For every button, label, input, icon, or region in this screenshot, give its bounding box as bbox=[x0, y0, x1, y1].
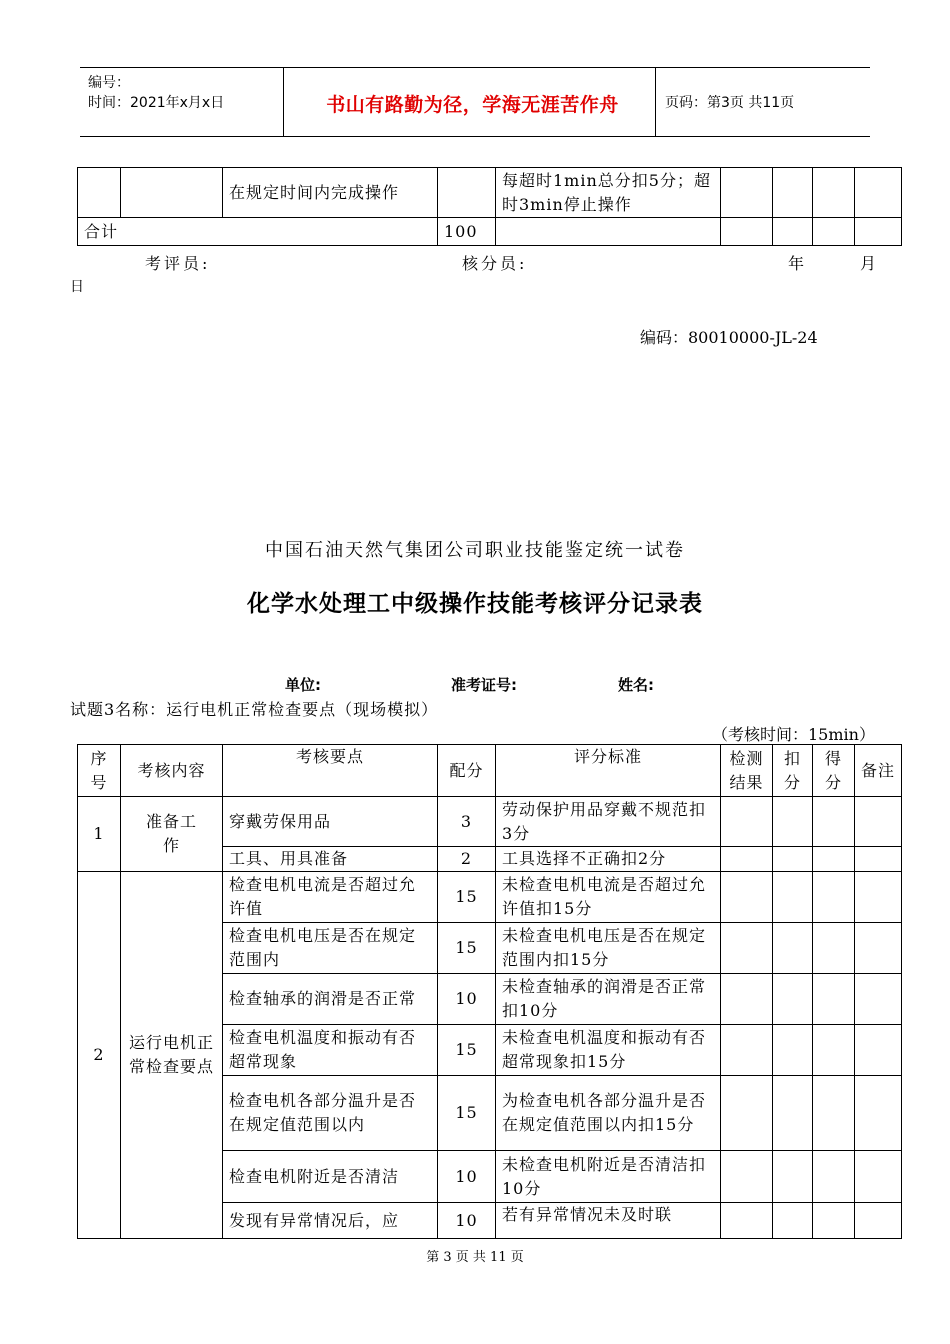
header-note: 备注 bbox=[855, 745, 902, 797]
issuer-heading: 中国石油天然气集团公司职业技能鉴定统一试卷 bbox=[265, 540, 685, 561]
section-content: 准备工作 bbox=[121, 797, 223, 872]
row-point: 检查电机电压是否在规定范围内 bbox=[223, 923, 438, 974]
page-title: 化学水处理工中级操作技能考核评分记录表 bbox=[247, 591, 703, 617]
row-score: 15 bbox=[438, 1076, 496, 1151]
header-deduct: 扣分 bbox=[773, 745, 813, 797]
table-row bbox=[78, 797, 902, 847]
row-point: 发现有异常情况后，应 bbox=[223, 1203, 438, 1239]
page-indicator: 页码：第3页 共11页 bbox=[665, 95, 795, 111]
document-code: 编码：80010000-JL-24 bbox=[640, 328, 818, 347]
time-label: 时间：2021年x月x日 bbox=[88, 95, 225, 111]
row-score: 2 bbox=[438, 847, 496, 872]
header-seq: 序号 bbox=[78, 745, 121, 797]
row-point: 检查电机电流是否超过允许值 bbox=[223, 872, 438, 923]
header-meta bbox=[88, 73, 224, 113]
row-score: 10 bbox=[438, 974, 496, 1025]
row-score: 15 bbox=[438, 872, 496, 923]
question-name: 试题3名称：运行电机正常检查要点（现场模拟） bbox=[70, 700, 439, 719]
row-point: 在规定时间内完成操作 bbox=[223, 168, 438, 218]
section-seq: 2 bbox=[78, 872, 121, 1239]
row-score: 10 bbox=[438, 1151, 496, 1203]
section-content: 运行电机正常检查要点 bbox=[121, 872, 223, 1239]
ticket-label: 准考证号: bbox=[451, 676, 517, 694]
code-label: 编号： bbox=[88, 75, 130, 91]
header-divider bbox=[283, 68, 284, 136]
row-score: 10 bbox=[438, 1203, 496, 1239]
header-got: 得分 bbox=[813, 745, 855, 797]
row-criteria: 工具选择不正确扣2分 bbox=[496, 847, 721, 872]
month-label: 月 bbox=[860, 254, 880, 273]
continued-score-table bbox=[77, 167, 902, 246]
page-footer: 第 3 页 共 11 页 bbox=[426, 1250, 524, 1265]
examiner-label: 考评员: bbox=[145, 254, 211, 273]
total-score: 100 bbox=[438, 218, 496, 246]
header-points: 考核要点 bbox=[223, 745, 438, 797]
row-criteria: 未检查轴承的润滑是否正常扣10分 bbox=[496, 974, 721, 1025]
row-point: 检查电机附近是否清洁 bbox=[223, 1151, 438, 1203]
name-label: 姓名: bbox=[618, 676, 654, 694]
unit-label: 单位: bbox=[285, 676, 321, 694]
row-criteria: 为检查电机各部分温升是否在规定值范围以内扣15分 bbox=[496, 1076, 721, 1151]
row-point: 检查电机各部分温升是否在规定值范围以内 bbox=[223, 1076, 438, 1151]
exam-time: （考核时间：15min） bbox=[712, 725, 875, 744]
row-criteria: 劳动保护用品穿戴不规范扣3分 bbox=[496, 797, 721, 847]
header-divider bbox=[655, 68, 656, 136]
page-header bbox=[80, 67, 870, 137]
score-table bbox=[77, 744, 902, 1239]
row-point: 检查轴承的润滑是否正常 bbox=[223, 974, 438, 1025]
row-score: 15 bbox=[438, 923, 496, 974]
section-seq: 1 bbox=[78, 797, 121, 872]
row-point: 工具、用具准备 bbox=[223, 847, 438, 872]
table-row bbox=[78, 872, 902, 923]
row-criteria: 未检查电机电流是否超过允许值扣15分 bbox=[496, 872, 721, 923]
total-label: 合计 bbox=[78, 218, 438, 246]
header-criteria: 评分标准 bbox=[496, 745, 721, 797]
header-result: 检测结果 bbox=[721, 745, 773, 797]
row-criteria: 未检查电机温度和振动有否超常现象扣15分 bbox=[496, 1025, 721, 1076]
day-label: 日 bbox=[70, 279, 84, 295]
header-score: 配分 bbox=[438, 745, 496, 797]
year-label: 年 bbox=[788, 254, 808, 273]
row-point: 穿戴劳保用品 bbox=[223, 797, 438, 847]
row-criteria: 若有异常情况未及时联 bbox=[496, 1203, 721, 1239]
row-point: 检查电机温度和振动有否超常现象 bbox=[223, 1025, 438, 1076]
row-criteria: 未检查电机电压是否在规定范围内扣15分 bbox=[496, 923, 721, 974]
table-row bbox=[78, 168, 902, 218]
header-content: 考核内容 bbox=[121, 745, 223, 797]
row-criteria: 每超时1min总分扣5分；超时3min停止操作 bbox=[496, 168, 721, 218]
row-score: 3 bbox=[438, 797, 496, 847]
total-row bbox=[78, 218, 902, 246]
header-motto: 书山有路勤为径，学海无涯苦作舟 bbox=[326, 94, 619, 116]
checker-label: 核分员: bbox=[462, 254, 528, 273]
table-header-row bbox=[78, 745, 902, 797]
row-criteria: 未检查电机附近是否清洁扣10分 bbox=[496, 1151, 721, 1203]
row-score: 15 bbox=[438, 1025, 496, 1076]
